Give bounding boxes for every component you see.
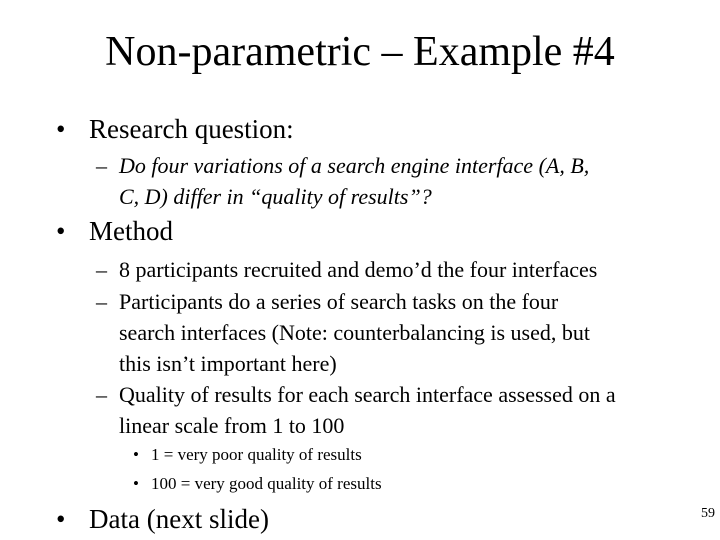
item-line: Participants do a series of search tasks on the four bbox=[119, 289, 559, 314]
dash-marker: – bbox=[96, 153, 107, 178]
bullet-marker: • bbox=[56, 504, 66, 534]
question-line: C, D) differ in “quality of results”? bbox=[119, 184, 432, 209]
dash-marker: – bbox=[96, 257, 107, 282]
page-number: 59 bbox=[701, 506, 715, 521]
bullet-text: Data (next slide) bbox=[89, 504, 269, 534]
question-line: Do four variations of a search engine interface (A, B, bbox=[119, 153, 590, 178]
item-line: Quality of results for each search interface assessed on a bbox=[119, 382, 616, 407]
scale-text: 1 = very poor quality of results bbox=[151, 445, 362, 464]
dash-marker: – bbox=[96, 289, 107, 314]
dash-marker: – bbox=[96, 382, 107, 407]
item-line: linear scale from 1 to 100 bbox=[119, 413, 345, 438]
item-line: search interfaces (Note: counterbalancing is used, but bbox=[119, 320, 590, 345]
slide-title: Non-parametric – Example #4 bbox=[105, 29, 615, 75]
bullet-marker: • bbox=[56, 114, 66, 144]
bullet-text: Research question: bbox=[89, 114, 294, 144]
item-line: this isn’t important here) bbox=[119, 351, 337, 376]
bullet-marker: • bbox=[133, 474, 139, 493]
scale-text: 100 = very good quality of results bbox=[151, 474, 382, 493]
bullet-marker: • bbox=[56, 216, 66, 246]
bullet-marker: • bbox=[133, 445, 139, 464]
item-line: 8 participants recruited and demo’d the four interfaces bbox=[119, 257, 598, 282]
bullet-text: Method bbox=[89, 216, 173, 246]
